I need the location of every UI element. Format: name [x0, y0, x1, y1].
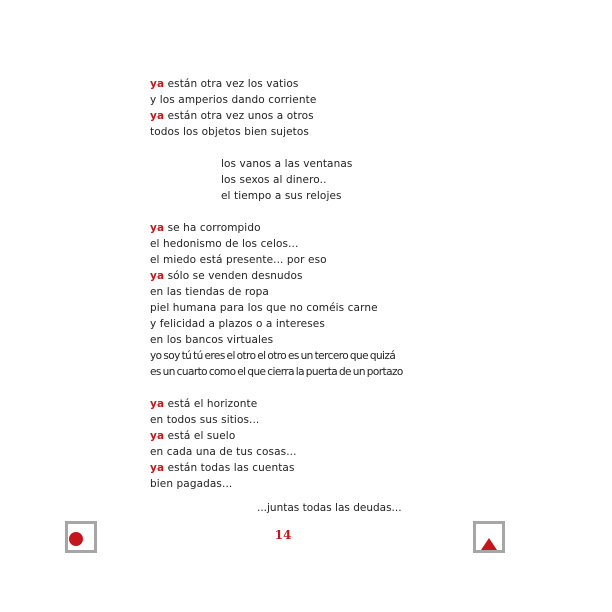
- poem-line-18: [150, 396, 257, 412]
- poem-line-7: el tiempo a sus relojes: [221, 190, 342, 202]
- line-text: sólo se venden desnudos: [164, 270, 303, 282]
- line-text: están otra vez los vatios: [164, 78, 299, 90]
- poem-line-1: [150, 76, 298, 92]
- poem-line-2: y los amperios dando corriente: [150, 94, 317, 106]
- closing-line: ...juntas todas las deudas...: [257, 502, 402, 514]
- next-page-button[interactable]: [473, 521, 505, 553]
- poem-line-8: [150, 220, 261, 236]
- poem-line-23: bien pagadas...: [150, 478, 233, 490]
- line-text: está el suelo: [164, 430, 236, 442]
- keyword-ya: ya: [150, 78, 165, 90]
- poem-line-16: yo soy tú tú eres el otro el otro es un tercero que quizá: [150, 350, 396, 362]
- keyword-ya: ya: [150, 430, 165, 442]
- line-text: se ha corrompido: [164, 222, 261, 234]
- poem-line-3: [150, 108, 314, 124]
- poem-line-9: el hedonismo de los celos...: [150, 238, 299, 250]
- poem-line-13: piel humana para los que no coméis carne: [150, 302, 378, 314]
- line-text: está el horizonte: [164, 398, 258, 410]
- poem-line-11: [150, 268, 303, 284]
- keyword-ya: ya: [150, 222, 165, 234]
- line-text: están otra vez unos a otros: [164, 110, 314, 122]
- poem-line-6: los sexos al dinero..: [221, 174, 327, 186]
- poem-line-17: es un cuarto como el que cierra la puerta de un portazo: [150, 366, 403, 378]
- line-text: están todas las cuentas: [164, 462, 295, 474]
- keyword-ya: ya: [150, 462, 165, 474]
- keyword-ya: ya: [150, 110, 165, 122]
- keyword-ya: ya: [150, 398, 165, 410]
- poem-line-22: [150, 460, 295, 476]
- triangle-up-icon: [481, 538, 497, 550]
- poem-line-5: los vanos a las ventanas: [221, 158, 353, 170]
- poem-line-4: todos los objetos bien sujetos: [150, 126, 309, 138]
- keyword-ya: ya: [150, 270, 165, 282]
- poem-line-21: en cada una de tus cosas...: [150, 446, 297, 458]
- poem-line-19: en todos sus sitios...: [150, 414, 260, 426]
- poem-line-10: el miedo está presente... por eso: [150, 254, 327, 266]
- poem-line-12: en las tiendas de ropa: [150, 286, 269, 298]
- page-number: 14: [274, 528, 292, 542]
- poem-line-14: y felicidad a plazos o a intereses: [150, 318, 325, 330]
- poem-line-15: en los bancos virtuales: [150, 334, 274, 346]
- poem-line-20: [150, 428, 235, 444]
